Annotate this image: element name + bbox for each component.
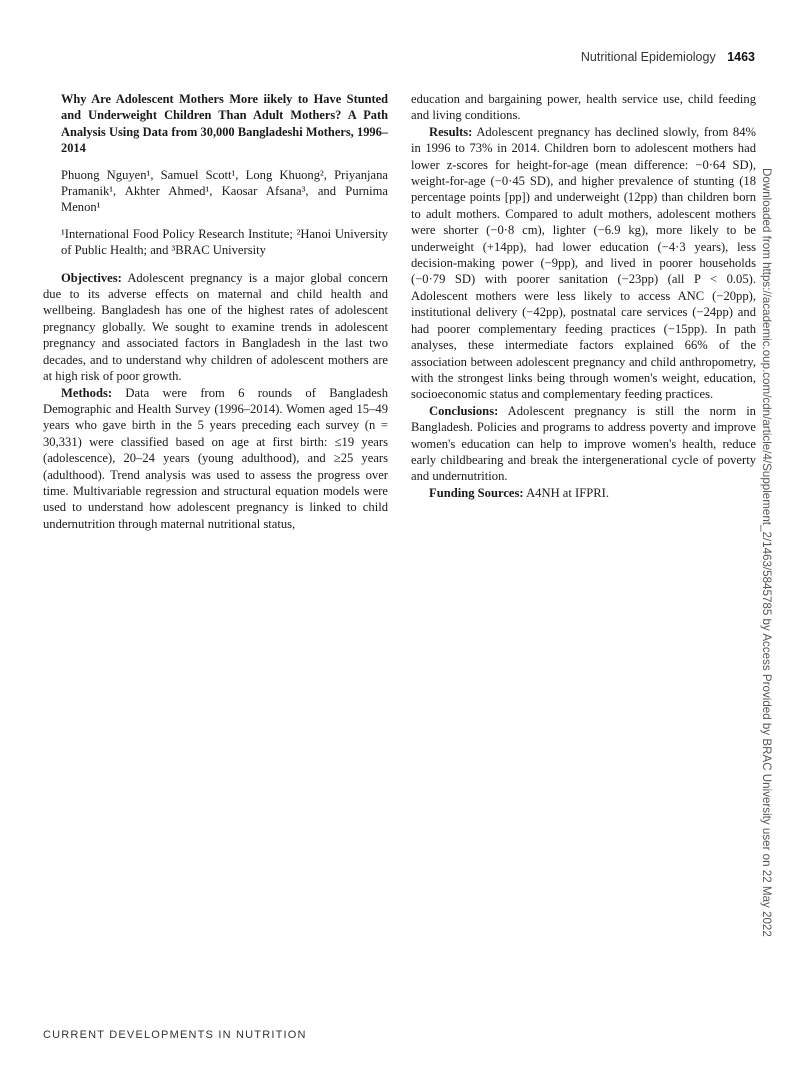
results-paragraph (411, 124, 756, 403)
objectives-text: Adolescent pregnancy is a major global concern due to its adverse effects on maternal and child health and wellbeing. Bangladesh has one of the highest rates of adolescent pregnancy globally. We sought to examine trends in adolescent pregnancy and associated factors in Bangladesh in the last two decades, and to understand why children of adolescent mothers are at high risk of poor growth. (43, 270, 388, 384)
objectives-label: Objectives: (61, 270, 122, 285)
page-number: 1463 (727, 50, 755, 64)
abstract-title: Why Are Adolescent Mothers More iikely to Have Stunted and Underweight Children Than Adult Mothers? A Path Analysis Using Data from 30,000 Bangladeshi Mothers, 1996–2014 (61, 92, 388, 156)
methods-label: Methods: (61, 385, 113, 400)
methods-text: Data were from 6 rounds of Bangladesh Demographic and Health Survey (1996–2014). Women aged 15–49 years who gave birth in the 5 years preceding each survey (n = 30,331) were classified based on age at first birth: ≤19 years (adolescence), 20–24 years (young adulthood), and ≥25 years (adulthood). Trend analysis was used to assess the progress over time. Multivariable regression and structural equation models were used to understand how adolescent pregnancy is linked to child undernutrition through maternal nutritional status, (43, 385, 388, 531)
methods-continued: education and bargaining power, health service use, child feeding and living conditions. (411, 92, 756, 123)
results-label: Results: (429, 124, 473, 139)
running-header (581, 50, 755, 64)
results-text: Adolescent pregnancy has declined slowly, from 84% in 1996 to 73% in 2014. Children born to adolescent mothers had lower z-scores for height-for-age (mean difference: −0·64 SD), weight-for-age (−0·45 SD), and higher prevalence of stunting (18 percentage points [pp]) and underweight (12pp) than children born to adult mothers. Compared to adult mothers, adolescent mothers were shorter (−0·8 cm), lighter (−6.9 kg), more likely to be underweight (+14pp), had lower education (−4·3 years), less decision-making power (−9pp), and lived in poorer households (−0·79 SD) with poorer sanitation (−23pp) (all P < 0.05). Adolescent mothers were less likely to access ANC (−20pp), institutional delivery (−42pp), postnatal care services (−24pp) and had poorer complementary feeding practices (−15pp). In path analyses, these intermediate factors explained 66% of the association between adolescent pregnancy and child anthropometry, with the strongest links being through women's weight, education, socioeconomic status and complementary feeding practices. (411, 124, 756, 402)
conclusions-paragraph (411, 403, 756, 485)
funding-text: A4NH at IFPRI. (526, 485, 609, 500)
conclusions-label: Conclusions: (429, 403, 499, 418)
right-column (411, 91, 756, 501)
objectives-paragraph (43, 270, 388, 385)
left-column (43, 91, 388, 532)
affiliations: ¹International Food Policy Research Institute; ²Hanoi University of Public Health; and ³BRAC University (61, 226, 388, 258)
methods-paragraph (43, 385, 388, 533)
funding-label: Funding Sources: (429, 485, 524, 500)
download-notice: Downloaded from https://academic.oup.com/cdn/article/4/Supplement_2/1463/5845785 by Access Provided by BRAC University user on 22 May 2022 (760, 168, 773, 937)
journal-footer: CURRENT DEVELOPMENTS IN NUTRITION (43, 1029, 307, 1041)
funding-paragraph (411, 485, 756, 501)
conclusions-text: Adolescent pregnancy is still the norm in Bangladesh. Policies and programs to address poverty and improve women's education can help to improve women's health, reduce early childbearing and break the intergenerational cycle of poverty and undernutrition. (411, 403, 756, 484)
journal-section: Nutritional Epidemiology (580, 50, 716, 64)
author-list: Phuong Nguyen¹, Samuel Scott¹, Long Khuong², Priyanjana Pramanik¹, Akhter Ahmed¹, Kaosar Afsana³, and Purnima Menon¹ (61, 167, 388, 215)
